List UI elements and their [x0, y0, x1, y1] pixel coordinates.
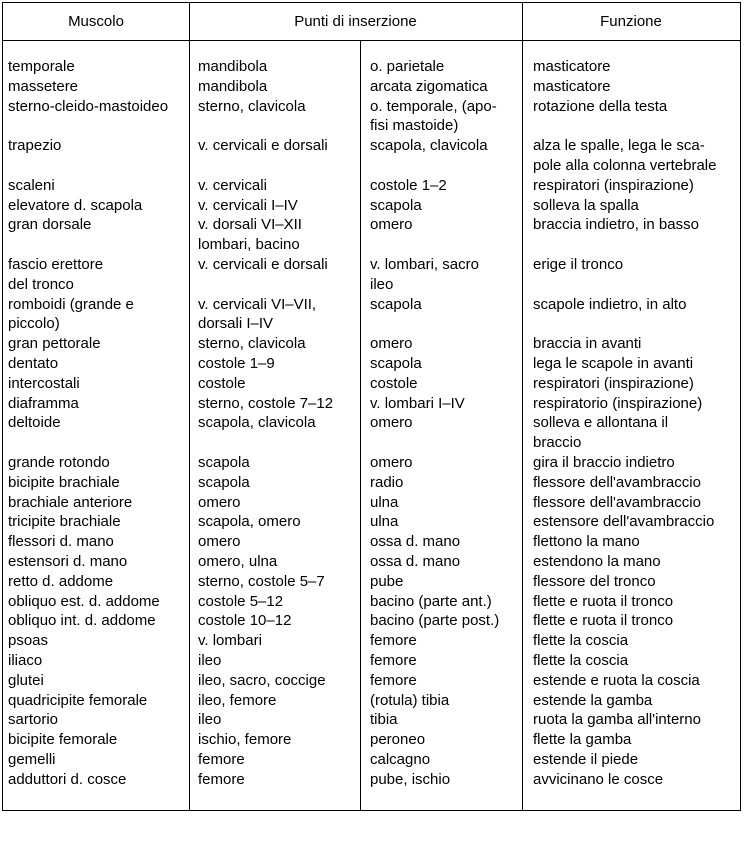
- column-inserzione: [370, 57, 499, 789]
- funzione-cell: masticatore: [533, 58, 611, 75]
- muscle-table: [2, 2, 741, 811]
- origine-cell: v. cervicali e dorsali: [198, 137, 328, 155]
- muscolo-cell: romboidi (grande e: [8, 295, 134, 313]
- column-origine: [198, 57, 333, 789]
- origine-cell: sterno, clavicola: [198, 97, 306, 115]
- muscolo-cell: retto d. addome: [8, 572, 114, 590]
- origine-cell: costole 5–12: [198, 592, 284, 610]
- funzione-cell: solleva e allontana il: [533, 414, 669, 432]
- muscolo-cell: sterno-cleido-mastoideo: [8, 97, 169, 115]
- funzione-cell: alza le spalle, lega le sca-: [533, 137, 705, 155]
- inserzione-cell: pube: [370, 572, 404, 590]
- origine-cell: costole 1–9: [198, 354, 275, 372]
- muscolo-cell: elevatore d. scapola: [8, 196, 143, 214]
- divider-muscolo: [189, 3, 190, 810]
- muscolo-cell: iliaco: [8, 651, 43, 669]
- inserzione-cell: omero: [370, 414, 413, 432]
- funzione-cell: [533, 314, 716, 334]
- origine-cell: ischio, femore: [198, 731, 292, 749]
- funzione-cell: avvicinano le cosce: [533, 770, 664, 788]
- origine-cell: v. lombari: [198, 632, 262, 650]
- inserzione-cell: ulna: [370, 493, 399, 511]
- funzione-cell: estende la gamba: [533, 691, 653, 709]
- inserzione-cell: fisi mastoide): [370, 117, 459, 135]
- muscolo-cell: obliquo est. d. addome: [8, 592, 160, 610]
- funzione-cell: estensore dell'avambraccio: [533, 513, 715, 531]
- funzione-cell: pole alla colonna vertebrale: [533, 156, 717, 174]
- origine-cell: [198, 275, 333, 295]
- inserzione-cell: costole: [370, 374, 418, 392]
- muscolo-cell: temporale: [8, 58, 75, 75]
- funzione-cell: ruota la gamba all'interno: [533, 711, 701, 729]
- inserzione-cell: v. lombari I–IV: [370, 394, 465, 412]
- muscolo-cell: gemelli: [8, 750, 56, 768]
- muscolo-cell: [8, 433, 168, 453]
- funzione-cell: braccio: [533, 434, 582, 452]
- funzione-cell: flette e ruota il tronco: [533, 592, 674, 610]
- muscolo-cell: [8, 116, 168, 136]
- inserzione-cell: scapola: [370, 196, 422, 214]
- inserzione-cell: omero: [370, 216, 413, 234]
- inserzione-cell: scapola, clavicola: [370, 137, 488, 155]
- inserzione-cell: femore: [370, 632, 417, 650]
- funzione-cell: lega le scapole in avanti: [533, 354, 694, 372]
- origine-cell: dorsali I–IV: [198, 315, 274, 333]
- origine-cell: omero: [198, 493, 241, 511]
- funzione-cell: respiratorio (inspirazione): [533, 394, 703, 412]
- funzione-cell: solleva la spalla: [533, 196, 639, 214]
- origine-cell: ileo: [198, 651, 222, 669]
- inserzione-cell: radio: [370, 473, 404, 491]
- origine-cell: mandibola: [198, 77, 268, 95]
- origine-cell: scapola: [198, 453, 250, 471]
- muscolo-cell: del tronco: [8, 275, 74, 293]
- muscolo-cell: obliquo int. d. addome: [8, 612, 156, 630]
- origine-cell: [198, 116, 333, 136]
- origine-cell: femore: [198, 750, 245, 768]
- header-divider: [3, 40, 740, 41]
- funzione-cell: masticatore: [533, 77, 611, 95]
- muscolo-cell: quadricipite femorale: [8, 691, 148, 709]
- inserzione-cell: pube, ischio: [370, 770, 451, 788]
- muscolo-cell: gran dorsale: [8, 216, 92, 234]
- muscolo-cell: psoas: [8, 632, 49, 650]
- origine-cell: sterno, costole 7–12: [198, 394, 334, 412]
- inserzione-cell: bacino (parte ant.): [370, 592, 492, 610]
- muscolo-cell: glutei: [8, 671, 44, 689]
- inserzione-cell: costole 1–2: [370, 176, 447, 194]
- muscolo-cell: flessori d. mano: [8, 533, 114, 551]
- origine-cell: sterno, clavicola: [198, 335, 306, 353]
- inserzione-cell: ileo: [370, 275, 394, 293]
- muscolo-cell: bicipite femorale: [8, 731, 118, 749]
- inserzione-cell: peroneo: [370, 731, 426, 749]
- inserzione-cell: femore: [370, 651, 417, 669]
- inserzione-cell: calcagno: [370, 750, 431, 768]
- inserzione-cell: omero: [370, 335, 413, 353]
- origine-cell: scapola, omero: [198, 513, 301, 531]
- funzione-cell: flette e ruota il tronco: [533, 612, 674, 630]
- origine-cell: v. cervicali e dorsali: [198, 255, 328, 273]
- muscolo-cell: trapezio: [8, 137, 62, 155]
- origine-cell: scapola: [198, 473, 250, 491]
- origine-cell: omero, ulna: [198, 552, 278, 570]
- funzione-cell: scapole indietro, in alto: [533, 295, 687, 313]
- origine-cell: costole: [198, 374, 246, 392]
- inserzione-cell: [370, 156, 499, 176]
- funzione-cell: estendono la mano: [533, 552, 661, 570]
- origine-cell: mandibola: [198, 58, 268, 75]
- muscolo-cell: grande rotondo: [8, 453, 110, 471]
- funzione-cell: braccia in avanti: [533, 335, 642, 353]
- funzione-cell: gira il braccio indietro: [533, 453, 675, 471]
- inserzione-cell: arcata zigomatica: [370, 77, 488, 95]
- origine-cell: lombari, bacino: [198, 236, 300, 254]
- funzione-cell: respiratori (inspirazione): [533, 374, 694, 392]
- origine-cell: [198, 156, 333, 176]
- header-muscolo: Muscolo: [68, 13, 124, 30]
- inserzione-cell: ossa d. mano: [370, 552, 461, 570]
- inserzione-cell: o. temporale, (apo-: [370, 97, 497, 115]
- funzione-cell: [533, 275, 716, 295]
- column-muscolo: [8, 57, 168, 789]
- inserzione-cell: tibia: [370, 711, 398, 729]
- muscolo-cell: intercostali: [8, 374, 80, 392]
- funzione-cell: erige il tronco: [533, 255, 624, 273]
- funzione-cell: flessore del tronco: [533, 572, 656, 590]
- muscolo-cell: fascio erettore: [8, 255, 104, 273]
- header-funzione: Funzione: [600, 13, 662, 30]
- funzione-cell: braccia indietro, in basso: [533, 216, 699, 234]
- origine-cell: ileo, sacro, coccige: [198, 671, 326, 689]
- muscolo-cell: [8, 156, 168, 176]
- inserzione-cell: bacino (parte post.): [370, 612, 500, 630]
- muscolo-cell: dentato: [8, 354, 59, 372]
- inserzione-cell: [370, 235, 499, 255]
- muscolo-cell: piccolo): [8, 315, 60, 333]
- funzione-cell: flette la coscia: [533, 632, 629, 650]
- origine-cell: v. dorsali VI–XII: [198, 216, 302, 234]
- muscolo-cell: deltoide: [8, 414, 61, 432]
- inserzione-cell: (rotula) tibia: [370, 691, 450, 709]
- inserzione-cell: v. lombari, sacro: [370, 255, 479, 273]
- header-punti-inserzione: Punti di inserzione: [294, 13, 417, 30]
- funzione-cell: flettono la mano: [533, 533, 640, 551]
- origine-cell: sterno, costole 5–7: [198, 572, 325, 590]
- divider-funzione: [522, 3, 523, 810]
- inserzione-cell: ossa d. mano: [370, 533, 461, 551]
- funzione-cell: respiratori (inspirazione): [533, 176, 694, 194]
- muscolo-cell: adduttori d. cosce: [8, 770, 127, 788]
- origine-cell: ileo, femore: [198, 691, 277, 709]
- inserzione-cell: [370, 314, 499, 334]
- origine-cell: scapola, clavicola: [198, 414, 316, 432]
- muscolo-cell: estensori d. mano: [8, 552, 128, 570]
- funzione-cell: flessore dell'avambraccio: [533, 493, 701, 511]
- inserzione-cell: ulna: [370, 513, 399, 531]
- inserzione-cell: scapola: [370, 295, 422, 313]
- funzione-cell: flessore dell'avambraccio: [533, 473, 701, 491]
- origine-cell: femore: [198, 770, 245, 788]
- inserzione-cell: omero: [370, 453, 413, 471]
- inserzione-cell: o. parietale: [370, 58, 445, 75]
- muscolo-cell: massetere: [8, 77, 79, 95]
- muscolo-cell: scaleni: [8, 176, 55, 194]
- muscolo-cell: [8, 235, 168, 255]
- origine-cell: costole 10–12: [198, 612, 292, 630]
- origine-cell: v. cervicali I–IV: [198, 196, 298, 214]
- origine-cell: v. cervicali: [198, 176, 267, 194]
- inserzione-cell: [370, 433, 499, 453]
- inserzione-cell: femore: [370, 671, 417, 689]
- origine-cell: [198, 433, 333, 453]
- funzione-cell: estende il piede: [533, 750, 639, 768]
- funzione-cell: flette la coscia: [533, 651, 629, 669]
- muscolo-cell: brachiale anteriore: [8, 493, 133, 511]
- muscolo-cell: diaframma: [8, 394, 79, 412]
- origine-cell: omero: [198, 533, 241, 551]
- origine-cell: v. cervicali VI–VII,: [198, 295, 317, 313]
- funzione-cell: estende e ruota la coscia: [533, 671, 700, 689]
- funzione-cell: [533, 235, 716, 255]
- muscolo-cell: gran pettorale: [8, 335, 101, 353]
- muscolo-cell: bicipite brachiale: [8, 473, 120, 491]
- muscolo-cell: tricipite brachiale: [8, 513, 121, 531]
- column-funzione: [533, 57, 716, 789]
- funzione-cell: [533, 116, 716, 136]
- origine-cell: ileo: [198, 711, 222, 729]
- funzione-cell: rotazione della testa: [533, 97, 668, 115]
- inserzione-cell: scapola: [370, 354, 422, 372]
- muscolo-cell: sartorio: [8, 711, 59, 729]
- divider-punti: [360, 40, 361, 810]
- funzione-cell: flette la gamba: [533, 731, 632, 749]
